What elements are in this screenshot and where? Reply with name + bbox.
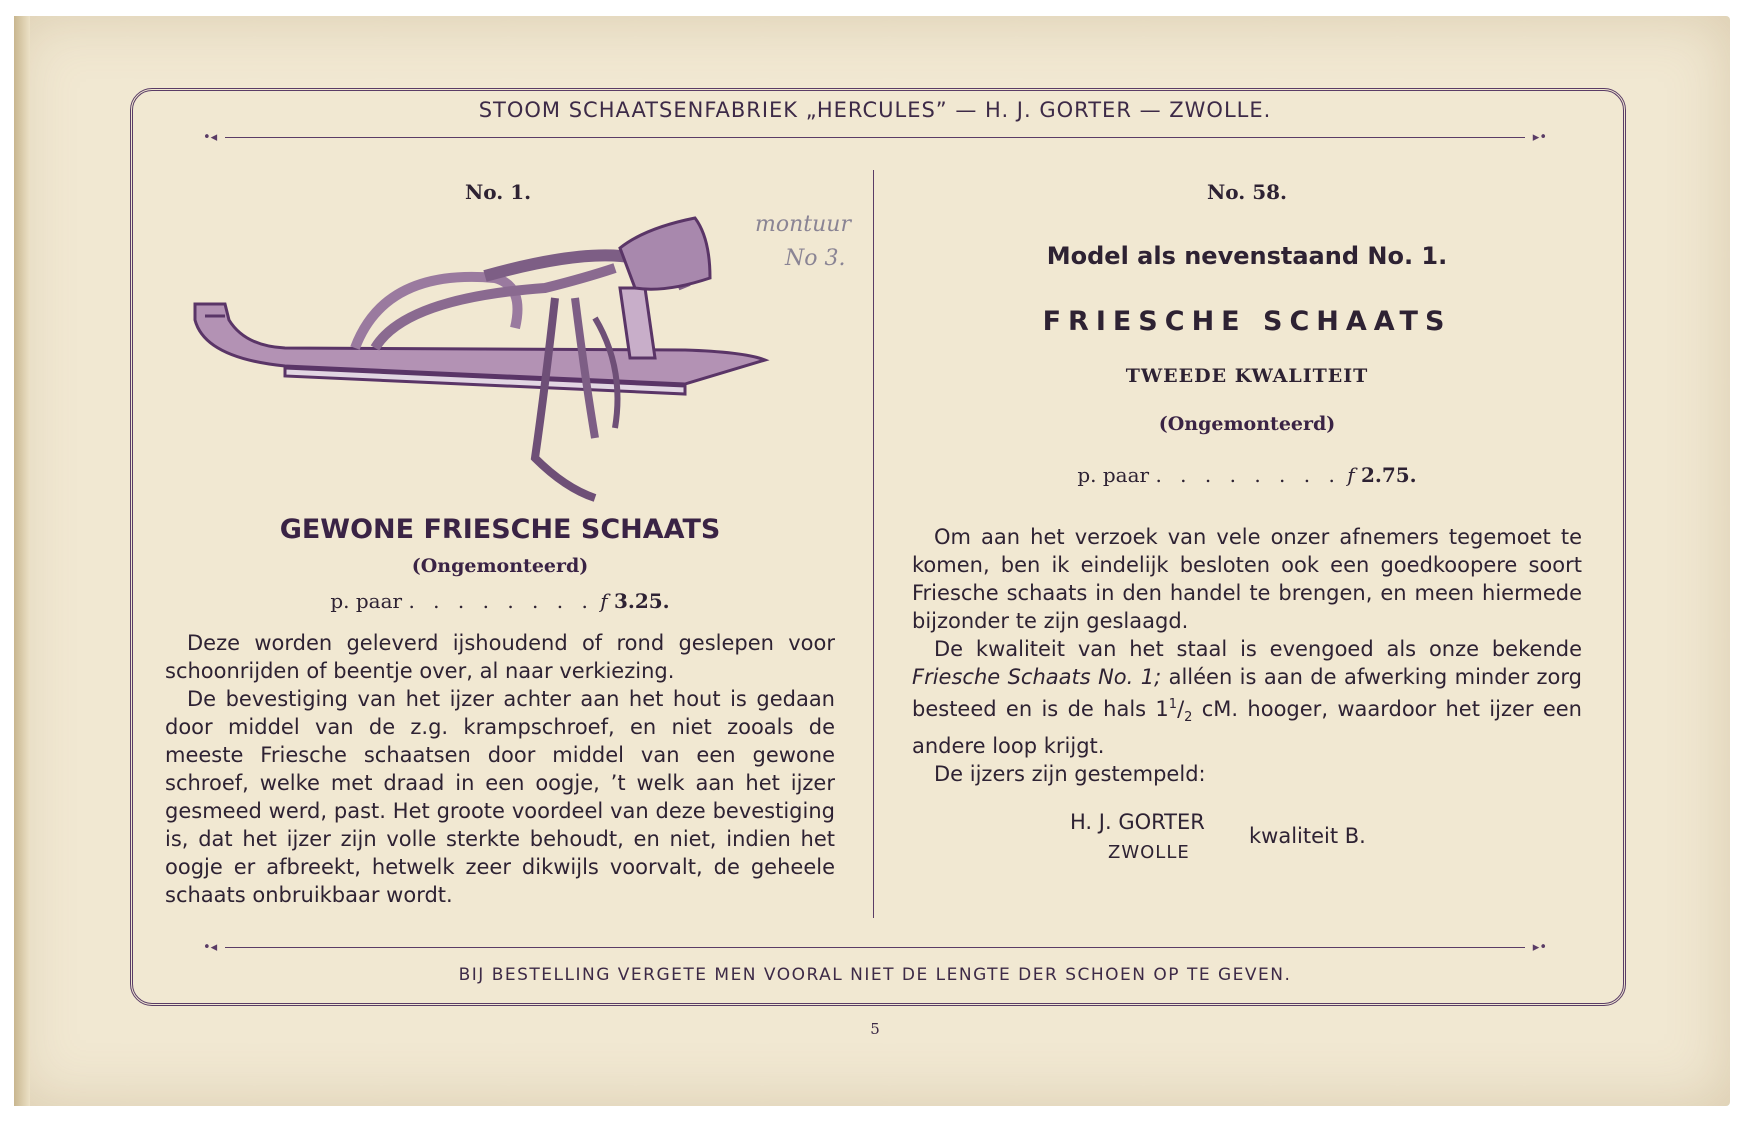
page-header: STOOM SCHAATSENFABRIEK „HERCULES” — H. J. GORTER — ZWOLLE. — [478, 98, 1272, 122]
item-number: No. 1. — [465, 180, 532, 204]
item-number: No. 58. — [1207, 180, 1287, 204]
description — [912, 523, 1582, 788]
para2-start: De kwaliteit van het staal is evengoed als onze bekende — [934, 637, 1582, 661]
stamp-quality: kwaliteit B. — [1249, 824, 1366, 849]
price-value: 2.75. — [1360, 463, 1417, 487]
product-title: FRIESCHE SCHAATS — [1042, 306, 1452, 337]
fraction-numerator: 1 — [1168, 697, 1178, 712]
para2-italic: Friesche Schaats No. 1; — [912, 665, 1162, 689]
arrow-right-icon: ▸• — [1532, 940, 1547, 955]
arrow-right-icon: ▸• — [1532, 130, 1547, 145]
price-dots: . . . . . . . . — [1155, 463, 1341, 487]
para2-mid: alléen is aan de afwerking minder zorg besteed en is de hals 1 — [912, 665, 1582, 721]
description-paragraph-2: De bevestiging van het ijzer achter aan het hout is gedaan door middel van de z.g. krampschroef, en niet zooals de meeste Friesche schaatsen door middel van een gewone schroef, welke met draad in een oogje, ’t welk aan het ijzer gesmeed werd, past. Het groote voordeel van deze bevestiging is, dat het ijzer zijn volle sterkte behoudt, en niet, indien het oogje er afbreekt, hetwelk zeer dikwijls voorvalt, de geheele schaats onbruikbaar wordt. — [165, 687, 835, 907]
quality-label: TWEEDE KWALITEIT — [1125, 365, 1369, 387]
price-label: p. paar — [1077, 463, 1150, 487]
right-column — [912, 180, 1582, 876]
arrow-left-icon: •◂ — [203, 130, 218, 145]
price-currency: f — [600, 589, 608, 613]
description — [165, 629, 835, 909]
annotation-line-1: montuur — [755, 212, 851, 237]
header-rule — [203, 130, 1547, 145]
description-paragraph-2: De kwaliteit van het staal is evengoed als onze bekende Friesche Schaats No. 1; alléen is aan de afwerking minder zorg besteed en is de hals $1^1/_2$ cM. hooger, waardoor het ijzer een andere loop krijgt. — [912, 637, 1582, 759]
book-spine — [14, 16, 30, 1106]
price-currency: f — [1347, 463, 1355, 487]
product-subtitle: (Ongemonteerd) — [411, 555, 589, 577]
fraction-denominator: 2 — [1184, 710, 1193, 726]
para2-end: cM. hooger, waardoor het ijzer een andere loop krijgt. — [912, 697, 1582, 759]
arrow-left-icon: •◂ — [203, 940, 218, 955]
stamp-mark — [912, 806, 1582, 876]
price-line — [165, 589, 835, 613]
product-subtitle: (Ongemonteerd) — [1158, 413, 1336, 435]
left-column — [165, 180, 851, 909]
stamp-line-2: ZWOLLE — [1108, 842, 1190, 864]
handwritten-annotation — [755, 208, 905, 288]
description-paragraph-1: Om aan het verzoek van vele onzer afnemers tegemoet te komen, ben ik eindelijk besloten ook een goedkoopere soort Friesche schaats in den handel te brengen, en meen hiermede bijzonder te zijn geslaagd. — [912, 525, 1582, 633]
price-line — [912, 463, 1582, 487]
price-value: 3.25. — [613, 589, 670, 613]
page-number: 5 — [870, 1020, 880, 1038]
price-label: p. paar — [330, 589, 403, 613]
stamp-line-1: H. J. GORTER — [1070, 810, 1205, 835]
description-paragraph-1: Deze worden geleverd ijshoudend of rond geslepen voor schoonrijden of beentje over, al naar verkiezing. — [165, 631, 835, 683]
page-footer: BIJ BESTELLING VERGETE MEN VOORAL NIET DE LENGTE DER SCHOEN OP TE GEVEN. — [458, 965, 1292, 985]
price-dots: . . . . . . . . — [408, 589, 594, 613]
description-paragraph-3: De ijzers zijn gestempeld: — [934, 762, 1206, 787]
product-title: GEWONE FRIESCHE SCHAATS — [279, 514, 721, 545]
footer-rule — [203, 940, 1547, 955]
skate-icon — [165, 208, 785, 508]
annotation-line-2: No 3. — [785, 246, 846, 271]
skate-illustration — [165, 208, 851, 508]
model-note: Model als nevenstaand No. 1. — [1046, 242, 1448, 270]
